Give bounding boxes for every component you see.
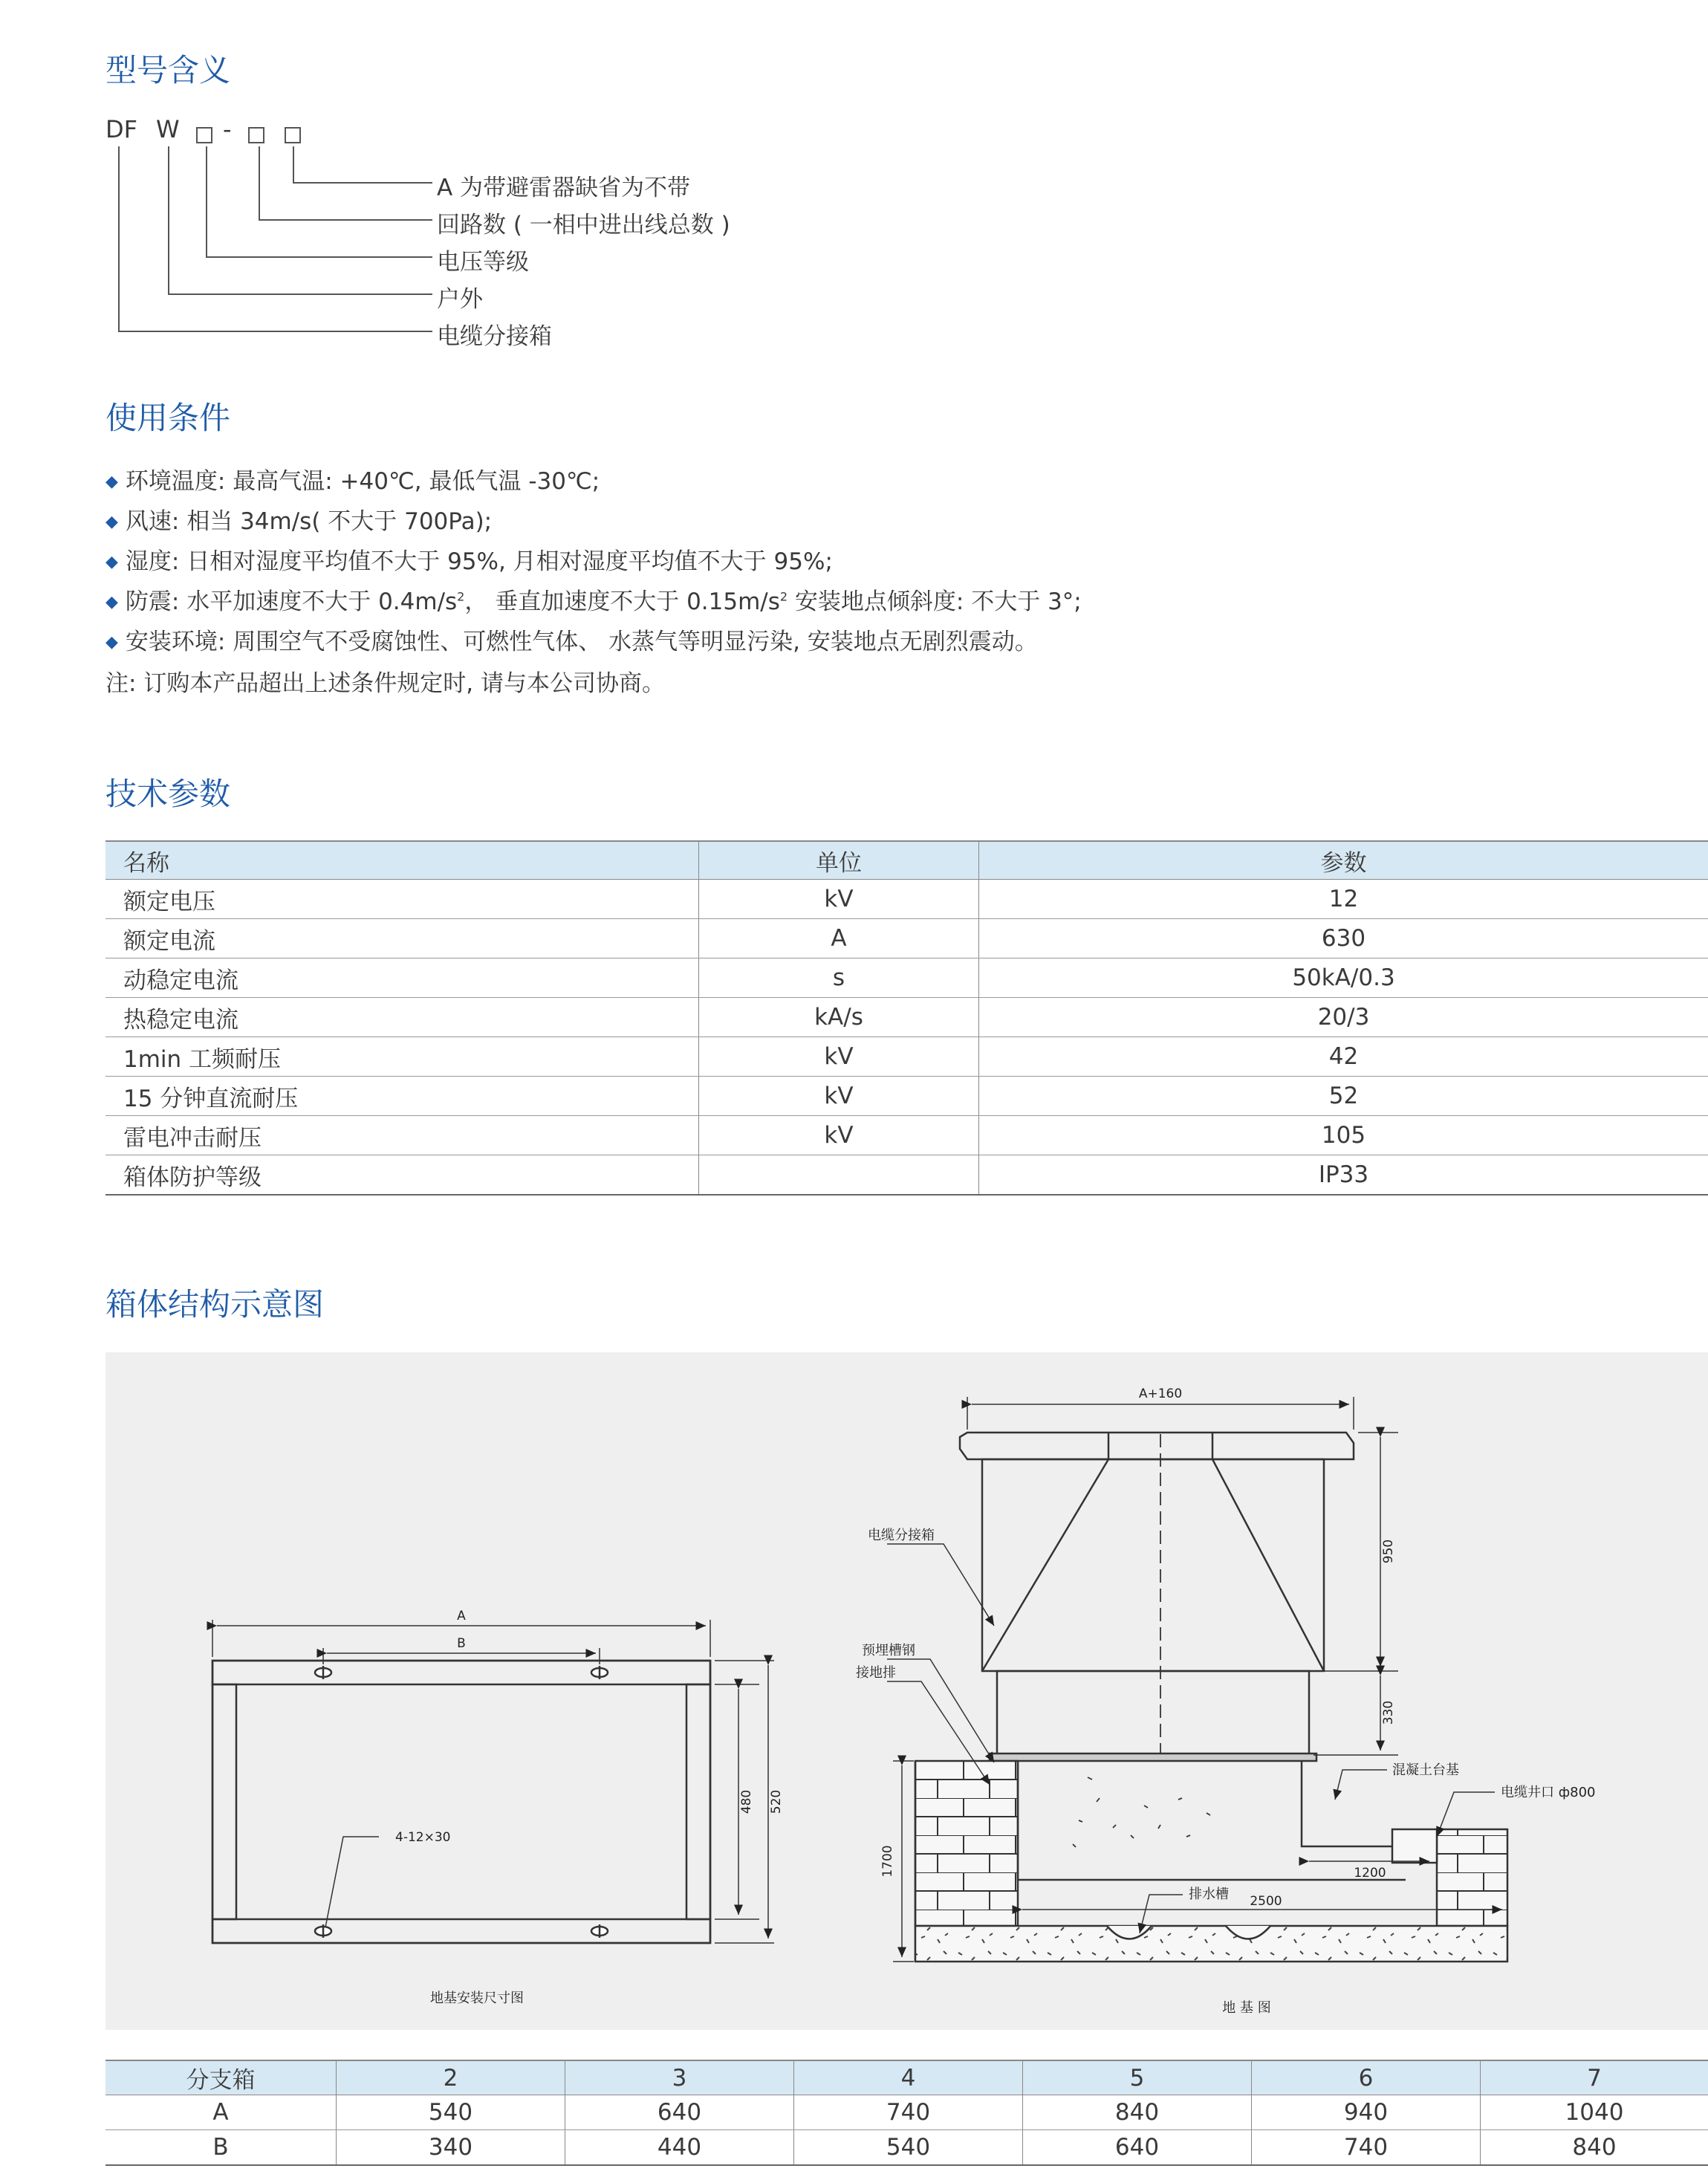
label-concrete-base: 混凝土台基 bbox=[1392, 1762, 1459, 1778]
foundation-plan-drawing bbox=[212, 1620, 774, 1943]
cell-unit: kA/s bbox=[699, 998, 979, 1037]
table-cell: 740 bbox=[1252, 2130, 1481, 2166]
header-col: 7 bbox=[1481, 2060, 1708, 2095]
table-row bbox=[105, 919, 1708, 958]
dim-2500-label: 2500 bbox=[1250, 1894, 1282, 1909]
cell-value: 12 bbox=[979, 880, 1708, 919]
cell-value: 105 bbox=[979, 1116, 1708, 1155]
dim-520-label: 520 bbox=[769, 1789, 784, 1814]
legend-arrester: A 为带避雷器缺省为不带 bbox=[437, 175, 691, 201]
condition-note: 注: 订购本产品超出上述条件规定时, 请与本公司协商。 bbox=[105, 670, 666, 697]
condition-humidity: ◆ 湿度: 日相对湿度平均值不大于 95%, 月相对湿度平均值不大于 95%; bbox=[105, 548, 833, 575]
header-col: 6 bbox=[1252, 2060, 1481, 2095]
cell-value: 20/3 bbox=[979, 998, 1708, 1037]
legend-circuits: 回路数 ( 一相中进出线总数 ) bbox=[437, 212, 730, 239]
cell-name: 热稳定电流 bbox=[105, 998, 699, 1037]
table-cell: 640 bbox=[1023, 2130, 1252, 2166]
section-title-tech: 技术参数 bbox=[105, 776, 231, 812]
label-ground-bar: 接地排 bbox=[856, 1665, 896, 1681]
condition-seismic: ◆ 防震: 水平加速度不大于 $0.4m/s^2$， 垂直加速度不大于 $0.15m/s^2$ 安装地点倾斜度: 不大于 3°; bbox=[105, 588, 1082, 615]
dim-330-label: 330 bbox=[1381, 1700, 1396, 1725]
table-cell: 1040 bbox=[1481, 2095, 1708, 2130]
cell-unit: kV bbox=[699, 880, 979, 919]
table-cell: 640 bbox=[565, 2095, 794, 2130]
cell-name: 雷电冲击耐压 bbox=[105, 1116, 699, 1155]
row-label: B bbox=[105, 2130, 337, 2166]
label-cable-box: 电缆分接箱 bbox=[868, 1528, 935, 1543]
dim-a-label: A bbox=[457, 1609, 466, 1623]
dim-1700-label: 1700 bbox=[880, 1845, 895, 1878]
label-drain: 排水槽 bbox=[1189, 1887, 1229, 1902]
table-row bbox=[105, 1116, 1708, 1155]
header-name: 名称 bbox=[105, 841, 699, 880]
section-title-model: 型号含义 bbox=[105, 52, 231, 88]
condition-wind: ◆ 风速: 相当 34m/s( 不大于 700Pa); bbox=[105, 508, 493, 535]
cell-name: 箱体防护等级 bbox=[105, 1155, 699, 1196]
cell-value: 630 bbox=[979, 919, 1708, 958]
header-col: 5 bbox=[1023, 2060, 1252, 2095]
header-branch: 分支箱 bbox=[105, 2060, 337, 2095]
table-header-row bbox=[105, 841, 1708, 880]
cell-unit: s bbox=[699, 958, 979, 998]
cell-name: 1min 工频耐压 bbox=[105, 1037, 699, 1077]
foundation-section-drawing bbox=[887, 1397, 1507, 1962]
table-cell: 540 bbox=[337, 2095, 565, 2130]
bullet-icon: ◆ bbox=[105, 593, 118, 611]
table-cell: 340 bbox=[337, 2130, 565, 2166]
foundation-section-caption: 地 基 图 bbox=[1222, 2000, 1271, 2016]
code-df: DF bbox=[105, 115, 138, 143]
table-cell: 840 bbox=[1023, 2095, 1252, 2130]
cell-value: 42 bbox=[979, 1037, 1708, 1077]
section-title-conditions: 使用条件 bbox=[105, 400, 231, 436]
legend-voltage: 电压等级 bbox=[437, 249, 529, 276]
cell-unit: kV bbox=[699, 1077, 979, 1116]
cell-unit: A bbox=[699, 919, 979, 958]
condition-environment: ◆ 安装环境: 周围空气不受腐蚀性、可燃性气体、 水蒸气等明显污染, 安装地点无剧烈震动。 bbox=[105, 629, 1038, 655]
table-cell: 840 bbox=[1481, 2130, 1708, 2166]
cell-unit bbox=[699, 1155, 979, 1196]
table-header-row bbox=[105, 2060, 1708, 2095]
cell-value: IP33 bbox=[979, 1155, 1708, 1196]
bullet-icon: ◆ bbox=[105, 513, 118, 531]
table-row bbox=[105, 1037, 1708, 1077]
cell-value: 52 bbox=[979, 1077, 1708, 1116]
bullet-icon: ◆ bbox=[105, 553, 118, 571]
table-cell: 740 bbox=[794, 2095, 1023, 2130]
header-col: 2 bbox=[337, 2060, 565, 2095]
cell-unit: kV bbox=[699, 1116, 979, 1155]
label-cable-well: 电缆井口 ф800 bbox=[1501, 1785, 1596, 1800]
header-value: 参数 bbox=[979, 841, 1708, 880]
bullet-icon: ◆ bbox=[105, 633, 118, 652]
header-col: 4 bbox=[794, 2060, 1023, 2095]
code-w: W bbox=[156, 115, 180, 143]
row-label: A bbox=[105, 2095, 337, 2130]
cell-unit: kV bbox=[699, 1037, 979, 1077]
tech-params-table bbox=[105, 840, 1708, 1196]
structure-drawing-panel bbox=[105, 1352, 1708, 2030]
table-cell: 940 bbox=[1252, 2095, 1481, 2130]
table-cell: 540 bbox=[794, 2130, 1023, 2166]
dim-b-label: B bbox=[457, 1636, 466, 1651]
table-row bbox=[105, 2095, 1708, 2130]
cell-name: 额定电流 bbox=[105, 919, 699, 958]
table-row bbox=[105, 1155, 1708, 1196]
table-row bbox=[105, 958, 1708, 998]
cell-name: 15 分钟直流耐压 bbox=[105, 1077, 699, 1116]
legend-cable-box: 电缆分接箱 bbox=[437, 323, 552, 350]
branch-size-table bbox=[105, 2060, 1708, 2166]
cell-name: 额定电压 bbox=[105, 880, 699, 919]
dim-1200-label: 1200 bbox=[1354, 1866, 1386, 1881]
dim-a-plus-160-label: A+160 bbox=[1138, 1386, 1183, 1401]
section-title-structure: 箱体结构示意图 bbox=[105, 1286, 325, 1323]
dim-480-label: 480 bbox=[739, 1789, 754, 1814]
header-col: 3 bbox=[565, 2060, 794, 2095]
condition-temperature: ◆ 环境温度: 最高气温: +40℃, 最低气温 -30℃; bbox=[105, 468, 600, 495]
structure-drawing bbox=[105, 1352, 1708, 2030]
foundation-plan-caption: 地基安装尺寸图 bbox=[430, 1991, 524, 2006]
table-cell: 440 bbox=[565, 2130, 794, 2166]
cell-value: 50kA/0.3 bbox=[979, 958, 1708, 998]
table-row bbox=[105, 2130, 1708, 2166]
label-embedded-steel: 预埋槽钢 bbox=[862, 1643, 915, 1658]
legend-outdoor: 户外 bbox=[437, 286, 483, 313]
header-unit: 单位 bbox=[699, 841, 979, 880]
table-row bbox=[105, 1077, 1708, 1116]
code-dash: - bbox=[223, 115, 232, 143]
table-row bbox=[105, 880, 1708, 919]
cell-name: 动稳定电流 bbox=[105, 958, 699, 998]
bullet-icon: ◆ bbox=[105, 473, 118, 491]
table-row bbox=[105, 998, 1708, 1037]
hole-spec-label: 4-12×30 bbox=[395, 1830, 451, 1845]
dim-950-label: 950 bbox=[1381, 1539, 1396, 1564]
